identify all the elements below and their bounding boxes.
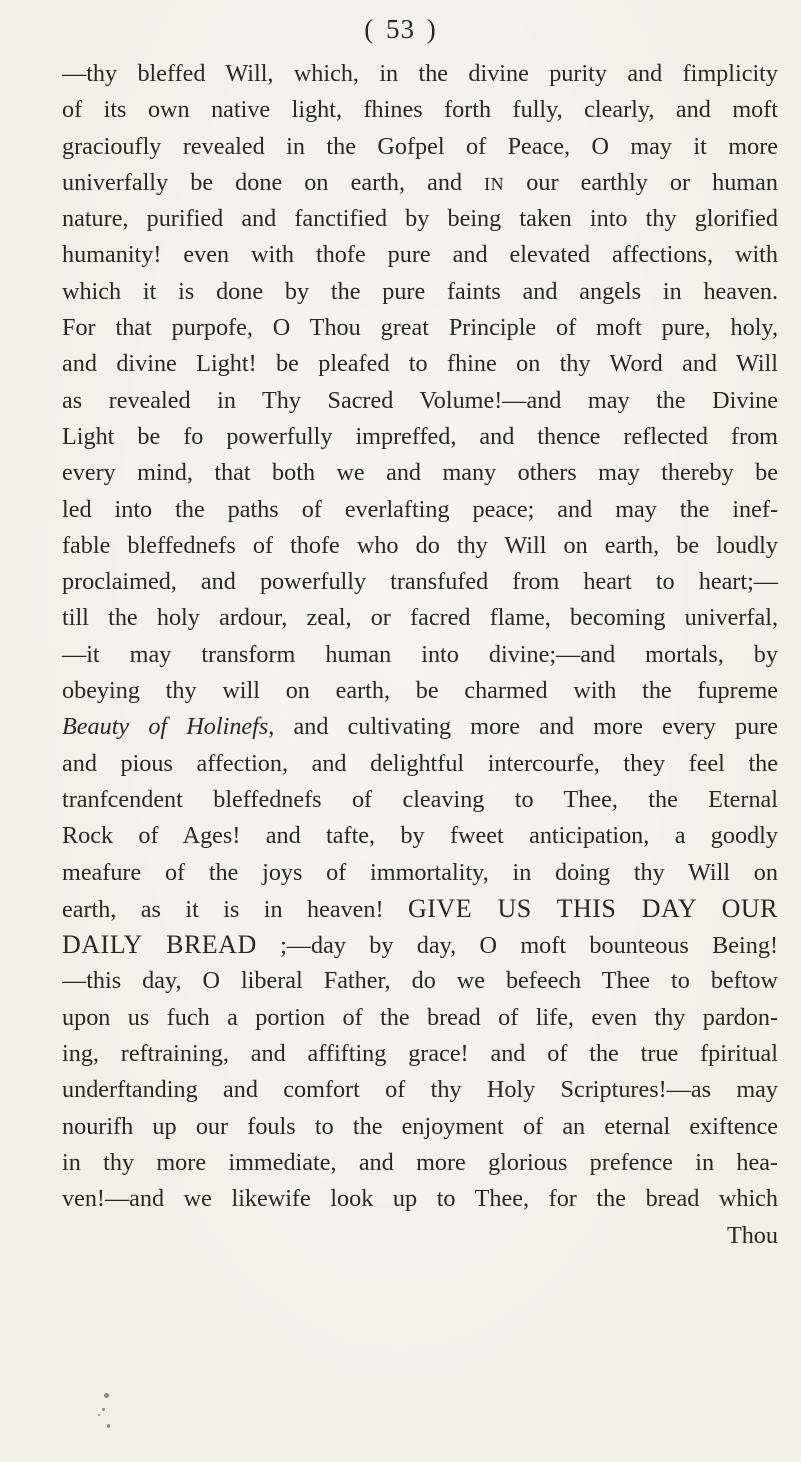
text-line-13: led into the paths of everlafting peace; and may the inef- (62, 495, 778, 523)
text-line-25 (62, 927, 778, 963)
text-line-4-part-2: our earthly or human (504, 168, 778, 196)
text-line-20: and pious affection, and delightful intercourfe, they feel the (62, 749, 778, 777)
text-line-21: tranfcendent bleffednefs of cleaving to Thee, the Eternal (62, 785, 778, 813)
text-line-12: every mind, that both we and many others may thereby be (62, 459, 778, 487)
text-line-26: —this day, O liberal Father, do we befeech Thee to beftow (62, 967, 778, 995)
paper-speck (107, 1424, 110, 1428)
text-line-7: which it is done by the pure faints and angels in heaven. (62, 277, 778, 305)
text-line-16: till the holy ardour, zeal, or facred flame, becoming univerfal, (62, 604, 778, 632)
text-line-6: humanity! even with thofe pure and elevated affections, with (62, 241, 778, 269)
text-line-4-part-1: univerfally be done on earth, and (62, 168, 485, 196)
text-line-30: nourifh up our fouls to the enjoyment of an eternal exiftence (62, 1112, 778, 1140)
text-line-11: Light be fo powerfully impreffed, and thence reflected from (62, 422, 778, 450)
text-line-28: ing, reftraining, and affifting grace! and of the true fpiritual (62, 1040, 778, 1068)
text-line-27: upon us fuch a portion of the bread of life, even thy pardon- (62, 1003, 778, 1031)
text-line-19-part-2: , and cultivating more and more every pure (268, 713, 778, 741)
paper-speck (98, 1414, 100, 1416)
text-line-31: in thy more immediate, and more glorious prefence in hea- (62, 1148, 778, 1176)
text-line-14: fable bleffednefs of thofe who do thy Will on earth, be loudly (62, 531, 778, 559)
body-text (62, 56, 778, 1254)
text-line-24 (62, 891, 778, 927)
text-line-32: ven!—and we likewife look up to Thee, for the bread which (62, 1185, 778, 1213)
paper-speck (104, 1393, 109, 1398)
capitals-phrase-2: DAILY BREAD (62, 930, 257, 960)
page-number: ( 53 ) (364, 14, 437, 44)
text-line-8: For that purpofe, O Thou great Principle of moft pure, holy, (62, 314, 778, 342)
text-line-23: meafure of the joys of immortality, in doing thy Will on (62, 858, 778, 886)
text-line-17: —it may transform human into divine;—and mortals, by (62, 640, 778, 668)
text-line-25-part-2: ;—day by day, O moft bounteous Being! (256, 932, 778, 960)
text-line-29: underftanding and comfort of thy Holy Scriptures!—as may (62, 1076, 778, 1104)
text-line-15: proclaimed, and powerfully transfufed from heart to heart;— (62, 568, 778, 596)
text-line-19 (62, 709, 778, 745)
text-line-5: nature, purified and fanctified by being taken into thy glorified (62, 205, 778, 233)
text-line-9: and divine Light! be pleafed to fhine on thy Word and Will (62, 350, 778, 378)
text-line-4-small-caps: IN (484, 173, 505, 194)
text-line-4 (62, 165, 778, 201)
italic-phrase: Beauty of Holinefs (62, 713, 269, 741)
text-line-18: obeying thy will on earth, be charmed with the fupreme (62, 677, 778, 705)
text-line-24-part-1: earth, as it is in heaven! (62, 895, 408, 923)
text-line-3: gracioufly revealed in the Gofpel of Peace, O may it more (62, 132, 778, 160)
capitals-phrase-1: GIVE US THIS DAY OUR (408, 893, 778, 923)
paper-speck (102, 1408, 105, 1411)
catchword: Thou (726, 1221, 778, 1249)
text-line-22: Rock of Ages! and tafte, by fweet anticipation, a goodly (62, 822, 778, 850)
text-line-10: as revealed in Thy Sacred Volume!—and may the Divine (62, 386, 778, 414)
text-line-2: of its own native light, fhines forth fully, clearly, and moft (62, 96, 778, 124)
text-line-1: —thy bleffed Will, which, in the divine purity and fimplicity (62, 60, 778, 87)
